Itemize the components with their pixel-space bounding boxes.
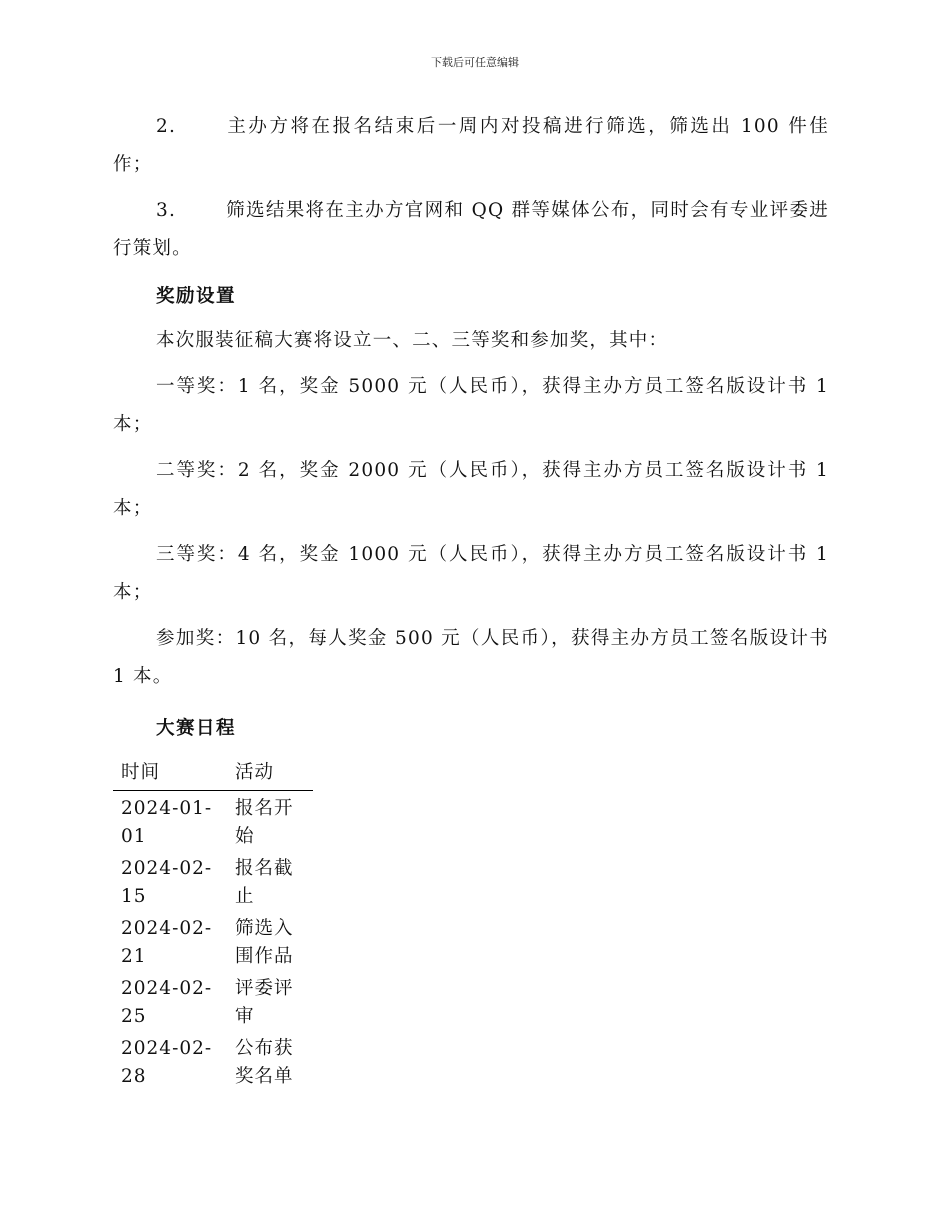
table-row — [113, 851, 313, 911]
cell-activity: 公布获奖名单 — [235, 1038, 294, 1087]
table-header-row — [113, 758, 313, 791]
cell-time: 2024-02-28 — [121, 1038, 213, 1087]
prize-second: 二等奖：2 名，奖金 2000 元（人民币），获得主办方员工签名版设计书 1 本； — [113, 460, 829, 519]
cell-time: 2024-02-21 — [121, 918, 213, 967]
cell-activity: 报名开始 — [235, 798, 294, 847]
prize-third: 三等奖：4 名，奖金 1000 元（人民币），获得主办方员工签名版设计书 1 本； — [113, 544, 829, 603]
schedule-table — [113, 758, 313, 1091]
cell-time: 2024-02-25 — [121, 978, 213, 1027]
cell-activity: 报名截止 — [235, 858, 294, 907]
cell-activity: 筛选入围作品 — [235, 918, 294, 967]
prize-participation: 参加奖：10 名，每人奖金 500 元（人民币），获得主办方员工签名版设计书 1 本。 — [113, 628, 829, 687]
cell-activity: 评委评审 — [235, 978, 294, 1027]
cell-time: 2024-01-01 — [121, 798, 213, 847]
review-item-3 — [113, 192, 829, 268]
page-header: 下载后可任意编辑 — [431, 56, 519, 69]
column-header-activity: 活动 — [227, 758, 313, 791]
item-number: 3. — [156, 200, 177, 221]
prize-first: 一等奖：1 名，奖金 5000 元（人民币），获得主办方员工签名版设计书 1 本； — [113, 376, 829, 435]
document-body — [113, 108, 829, 1091]
table-row — [113, 911, 313, 971]
item-number: 2. — [156, 116, 177, 137]
item-text: 主办方将在报名结束后一周内对投稿进行筛选，筛选出 100 件佳作； — [113, 116, 829, 175]
item-text: 筛选结果将在主办方官网和 QQ 群等媒体公布，同时会有专业评委进行策划。 — [113, 200, 829, 259]
rewards-intro: 本次服装征稿大赛将设立一、二、三等奖和参加奖，其中： — [156, 330, 669, 351]
cell-time: 2024-02-15 — [121, 858, 213, 907]
table-row — [113, 791, 313, 852]
table-row — [113, 971, 313, 1031]
section-heading-rewards: 奖励设置 — [156, 286, 237, 307]
section-heading-schedule: 大赛日程 — [156, 718, 237, 739]
review-item-2 — [113, 108, 829, 184]
column-header-time: 时间 — [113, 758, 227, 791]
table-row — [113, 1031, 313, 1091]
